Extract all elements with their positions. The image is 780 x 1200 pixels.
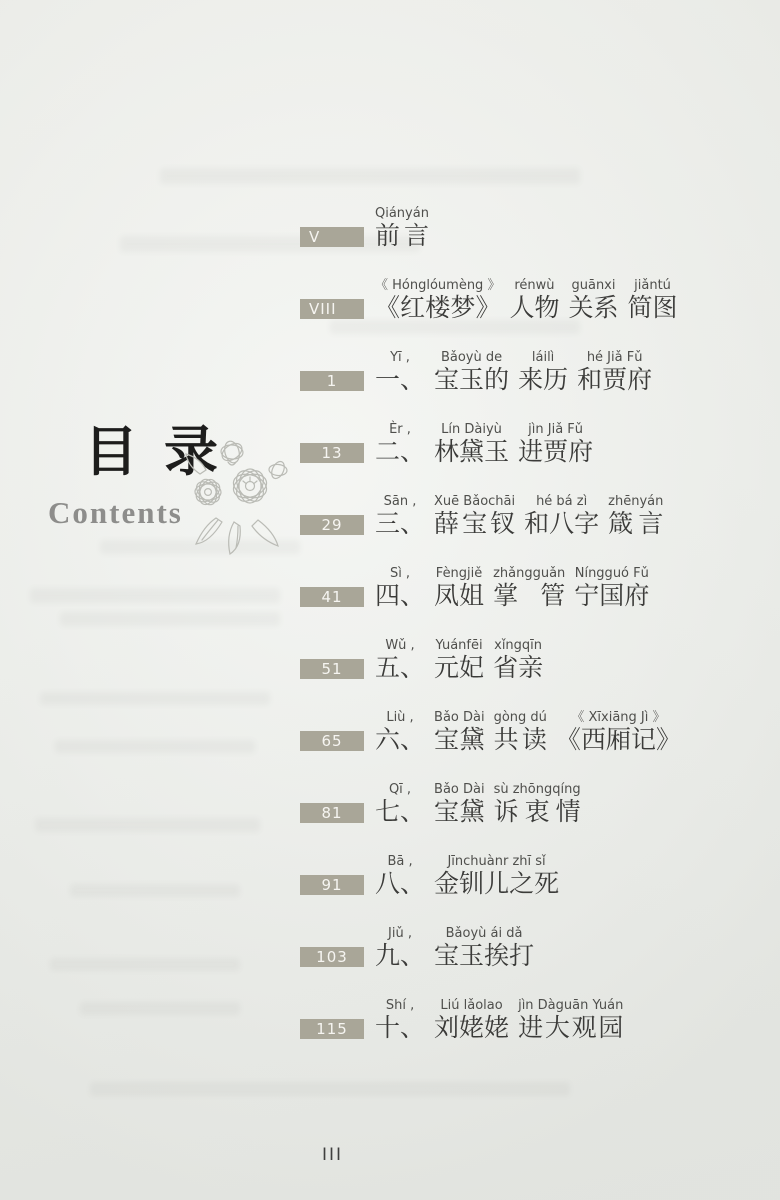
page-number-box: 91	[300, 875, 364, 895]
entry-title: Sān , 三 、 Xuē Bǎochāi 薛 宝 钗 hé bá zì 和 八 字 zhēnyán 箴 言	[375, 494, 664, 538]
entry-title: Sì , 四 、 Fèngjiě 凤 姐 zhǎngguǎn 掌 管 Níngguó Fǔ 宁 国 府	[375, 566, 650, 610]
toc-entry	[300, 565, 681, 609]
toc-entry	[300, 781, 681, 825]
toc-entry	[300, 277, 681, 321]
entry-title: Yī , 一 、 Bǎoyù de 宝 玉 的 láilì 来 历 hé Jiǎ Fǔ 和 贾 府	[375, 350, 653, 394]
page-number-box: 103	[300, 947, 364, 967]
page-number-box: 13	[300, 443, 364, 463]
toc-entry	[300, 349, 681, 393]
entry-title: Èr , 二 、 Lín Dàiyù 林 黛 玉 jìn Jiǎ Fǔ 进 贾 府	[375, 422, 594, 466]
toc-entry	[300, 637, 681, 681]
entry-title: Liù , 六 、 Bǎo Dài 宝 黛 gòng dú 共 读 《 Xīxiāng Jì 》 《 西 厢 记 》	[375, 710, 681, 754]
toc-header	[40, 419, 300, 530]
page-number-box: 29	[300, 515, 364, 535]
page-number-box: 1	[300, 371, 364, 391]
page-number: III	[322, 1145, 344, 1165]
page-number-box: VIII	[300, 299, 364, 319]
toc-title-en: Contents	[48, 495, 183, 530]
page-number-box: 41	[300, 587, 364, 607]
entry-title: Bā , 八 、 Jīnchuànr zhī sǐ 金 钏 儿 之 死	[375, 854, 560, 898]
entry-title: Jiǔ , 九 、 Bǎoyù ái dǎ 宝 玉 挨 打	[375, 926, 535, 970]
toc-title-zh: 目录	[84, 419, 244, 483]
peony-flower-icon	[182, 430, 294, 556]
toc-entry	[300, 493, 681, 537]
entry-title: 《 Hónglóumèng 》 《 红 楼 梦 》 rénwù 人 物 guānxi 关 系 jiǎntú 简 图	[375, 278, 678, 322]
toc-entry	[300, 205, 681, 249]
page-number-box: 51	[300, 659, 364, 679]
toc-entry	[300, 997, 681, 1041]
page-number-box: 65	[300, 731, 364, 751]
toc-entry	[300, 925, 681, 969]
page-number-box: V	[300, 227, 364, 247]
toc-list	[300, 205, 681, 1069]
entry-title: Wǔ , 五 、 Yuánfēi 元 妃 xǐngqīn 省 亲	[375, 638, 544, 682]
page-number-box: 115	[300, 1019, 364, 1039]
toc-entry	[300, 421, 681, 465]
entry-title: Shí , 十 、 Liú lǎolao 刘 姥 姥 jìn Dàguān Yuán 进 大 观 园	[375, 998, 624, 1042]
page-number-box: 81	[300, 803, 364, 823]
toc-entry	[300, 709, 681, 753]
entry-title: Qiányán 前 言	[375, 206, 429, 250]
toc-entry	[300, 853, 681, 897]
entry-title: Qī , 七 、 Bǎo Dài 宝 黛 sù zhōngqíng 诉 衷 情	[375, 782, 581, 826]
